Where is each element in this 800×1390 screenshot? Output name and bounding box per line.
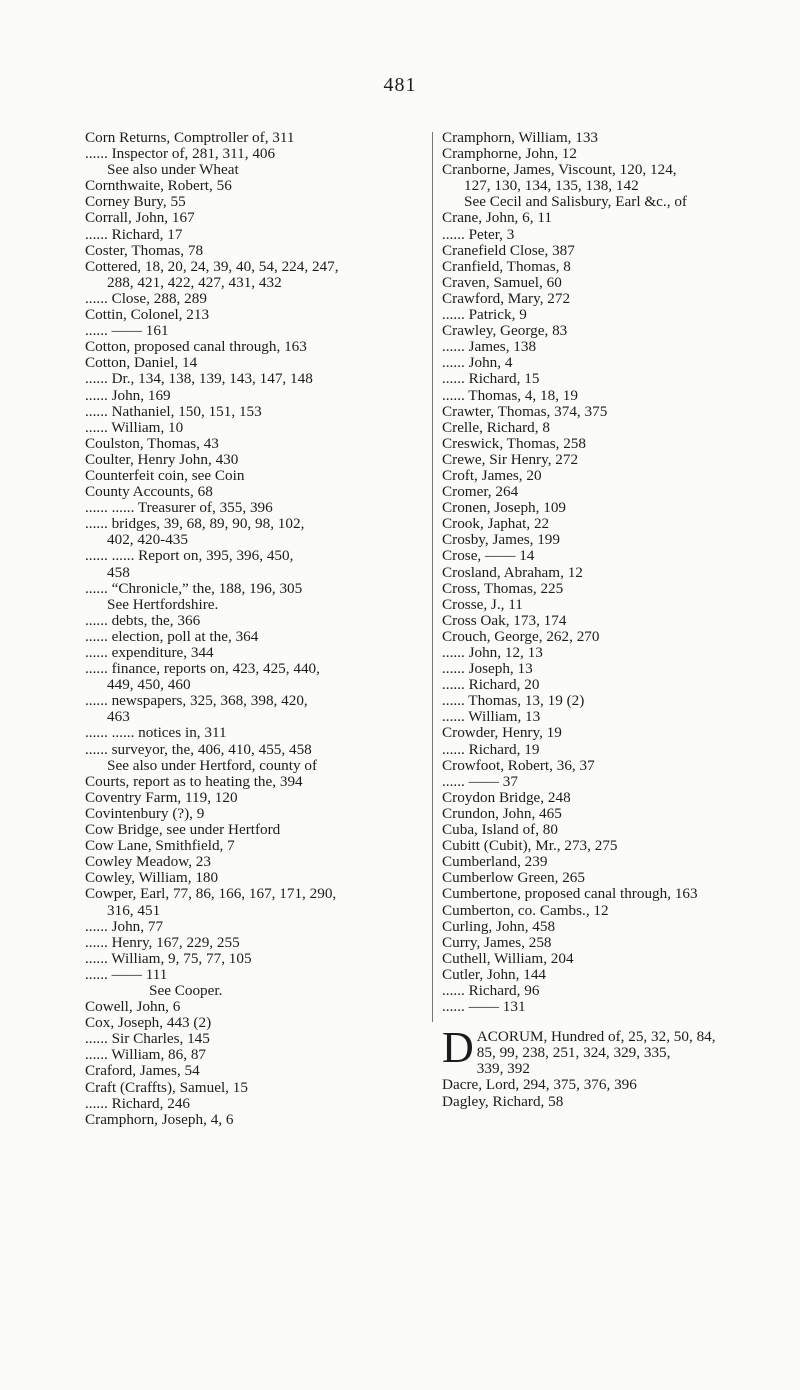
index-entry: Cornthwaite, Robert, 56 [85,177,232,195]
index-entry: Corn Returns, Comptroller of, 311 [85,129,295,146]
index-entry: Cowley, William, 180 [85,869,219,887]
index-entry: ...... —— 37 [442,772,518,790]
index-entry: Cubitt (Cubit), Mr., 273, 275 [442,837,618,855]
index-entry: Curry, James, 258 [442,933,552,951]
index-entry: ...... William, 13 [442,708,541,726]
index-entry: ...... John, 169 [85,386,171,404]
index-entry: Cotton, Daniel, 14 [85,354,198,372]
index-entry: ...... Richard, 20 [442,676,540,694]
index-entry: Craft (Craffts), Samuel, 15 [85,1078,248,1096]
index-entry: ...... Richard, 15 [442,370,540,388]
index-entry: ...... Thomas, 4, 18, 19 [442,386,578,404]
index-entry: Crelle, Richard, 8 [442,418,550,436]
see-reference: See Cooper. [149,981,223,999]
index-entry: Crook, Japhat, 22 [442,515,550,533]
index-entry: ...... Richard, 17 [85,225,183,243]
index-entry: Croft, James, 20 [442,466,542,484]
index-entry: ...... Joseph, 13 [442,660,533,678]
index-entry: Cottered, 18, 20, 24, 39, 40, 54, 224, 247, [85,257,339,275]
index-entry: ...... John, 77 [85,917,164,935]
see-reference: See also under Hertford, county of [107,756,318,774]
index-entry: Cross Oak, 173, 174 [442,611,567,629]
drop-cap-initial: D [442,1023,474,1073]
index-entry: Corrall, John, 167 [85,209,195,227]
column-divider [432,132,433,1022]
index-entry: ...... finance, reports on, 423, 425, 440, [85,660,320,678]
index-entry: Craford, James, 54 [85,1062,200,1080]
index-entry: Cramphorne, John, 12 [442,145,577,163]
index-entry: Cumberton, co. Cambs., 12 [442,901,609,919]
index-entry: ...... surveyor, the, 406, 410, 455, 458 [85,740,312,758]
index-entry: County Accounts, 68 [85,483,213,501]
see-reference: See also under Wheat [107,161,239,179]
index-entry: Cronen, Joseph, 109 [442,499,567,517]
index-entry: Cumbertone, proposed canal through, 163 [442,885,698,903]
index-entry: Crundon, John, 465 [442,804,562,822]
index-entry: ...... Sir Charles, 145 [85,1030,210,1048]
index-entry: Cross, Thomas, 225 [442,579,564,597]
index-entry: Cottin, Colonel, 213 [85,306,210,324]
index-entry: ...... election, poll at the, 364 [85,627,259,645]
index-entry: Crouch, George, 262, 270 [442,627,600,645]
index-entry-continuation: 449, 450, 460 [107,676,191,694]
index-entry: Dacre, Lord, 294, 375, 376, 396 [442,1076,637,1094]
index-entry: Crewe, Sir Henry, 272 [442,450,579,468]
index-section-d [442,1023,782,1110]
index-entry: Cumberland, 239 [442,853,548,871]
index-entry: Crane, John, 6, 11 [442,209,552,227]
index-entry: ...... William, 10 [85,418,184,436]
index-entry: Cumberlow Green, 265 [442,869,585,887]
index-entry: ...... John, 12, 13 [442,644,543,661]
index-entry-continuation: 458 [107,563,130,581]
index-entry-continuation: 127, 130, 134, 135, 138, 142 [464,177,639,195]
index-entry: Cotton, proposed canal through, 163 [85,338,307,356]
index-entry: ...... “Chronicle,” the, 188, 196, 305 [85,579,303,597]
index-entry: Cramphorn, William, 133 [442,129,599,146]
index-entry: Crawter, Thomas, 374, 375 [442,402,608,420]
index-entry: Coulston, Thomas, 43 [85,434,219,452]
index-entry: Coventry Farm, 119, 120 [85,788,238,806]
index-entry: Croydon Bridge, 248 [442,788,571,806]
index-entry: ...... Richard, 96 [442,981,540,999]
see-reference: See Hertfordshire. [107,595,219,613]
see-reference: See Cecil and Salisbury, Earl &c., of [464,193,687,211]
index-entry: ...... Henry, 167, 229, 255 [85,933,240,951]
index-entry: ...... Thomas, 13, 19 (2) [442,692,585,710]
index-entry: ...... Richard, 19 [442,740,540,758]
index-entry: ...... —— 131 [442,998,526,1016]
index-entry: Courts, report as to heating the, 394 [85,772,303,790]
index-entry: Coster, Thomas, 78 [85,241,204,259]
index-entry: ...... debts, the, 366 [85,611,201,629]
index-column-right [442,130,782,1110]
index-entry: ...... ...... Treasurer of, 355, 396 [85,499,273,517]
index-entry: Cuba, Island of, 80 [442,821,558,839]
index-entry: Cox, Joseph, 443 (2) [85,1014,212,1032]
index-entry: ...... ...... notices in, 311 [85,724,227,742]
index-entry: Craven, Samuel, 60 [442,273,562,291]
index-entry: ...... Close, 288, 289 [85,289,207,307]
index-entry: Curling, John, 458 [442,917,556,935]
index-entry: ...... William, 86, 87 [85,1046,207,1064]
index-entry: ...... John, 4 [442,354,513,372]
index-entry: Covintenbury (?), 9 [85,804,205,822]
dacorum-cont-line: 339, 392 [476,1060,530,1078]
index-entry: Crosby, James, 199 [442,531,560,549]
index-entry: ...... Inspector of, 281, 311, 406 [85,145,276,163]
index-entry: Cramphorn, Joseph, 4, 6 [85,1110,234,1128]
index-entry: ...... expenditure, 344 [85,644,214,661]
index-entry: Coulter, Henry John, 430 [85,450,239,468]
index-entry: Crowder, Henry, 19 [442,724,562,742]
index-entry: Corney Bury, 55 [85,193,186,211]
index-entry: Crowfoot, Robert, 36, 37 [442,756,595,774]
index-entry: ...... James, 138 [442,338,537,356]
index-entry: Cow Bridge, see under Hertford [85,821,281,839]
index-entry: Cutler, John, 144 [442,965,547,983]
index-entry-continuation: 463 [107,708,130,726]
dacorum-cont-line: 85, 99, 238, 251, 324, 329, 335, [476,1044,671,1062]
index-column-left [85,130,420,1128]
index-entry-continuation: 402, 420-435 [107,531,188,549]
index-entry: Cranefield Close, 387 [442,241,575,259]
index-entry: Crawley, George, 83 [442,322,568,340]
index-entry: Crosse, J., 11 [442,595,523,613]
index-entry: ...... Patrick, 9 [442,306,527,324]
index-entry: Crose, —— 14 [442,547,535,565]
index-entry: ...... Peter, 3 [442,225,515,243]
index-entry: ...... Richard, 246 [85,1094,191,1112]
index-entry-continuation: 316, 451 [107,901,161,919]
index-entry: ...... Nathaniel, 150, 151, 153 [85,402,262,420]
index-entry: ...... newspapers, 325, 368, 398, 420, [85,692,308,710]
page-number: 481 [383,74,417,96]
index-entries-c [442,130,782,1015]
index-entry: ...... Dr., 134, 138, 139, 143, 147, 148 [85,370,313,388]
index-entry: ...... ...... Report on, 395, 396, 450, [85,547,294,565]
index-entry: ...... —— 111 [85,965,168,983]
index-entry: Cow Lane, Smithfield, 7 [85,837,235,855]
index-entry: ...... —— 161 [85,322,169,340]
index-entry: Cromer, 264 [442,483,519,501]
index-entry: Crosland, Abraham, 12 [442,563,583,581]
index-entry: ...... William, 9, 75, 77, 105 [85,949,252,967]
index-entry: Cowley Meadow, 23 [85,853,211,871]
index-entry: Cranfield, Thomas, 8 [442,257,571,275]
index-entry: ...... bridges, 39, 68, 89, 90, 98, 102, [85,515,305,533]
index-entry: Cowper, Earl, 77, 86, 166, 167, 171, 290, [85,885,337,903]
index-entry: Dagley, Richard, 58 [442,1092,564,1110]
index-entry: Cranborne, James, Viscount, 120, 124, [442,161,677,179]
index-entry: Counterfeit coin, see Coin [85,466,245,484]
index-entry: Crawford, Mary, 272 [442,289,571,307]
index-entry-continuation: 288, 421, 422, 427, 431, 432 [107,273,282,291]
index-entry: Cowell, John, 6 [85,998,181,1016]
index-entry: Cuthell, William, 204 [442,949,574,967]
dacorum-first-line: ACORUM, Hundred of, 25, 32, 50, 84, [476,1028,716,1046]
index-entry: Creswick, Thomas, 258 [442,434,586,452]
